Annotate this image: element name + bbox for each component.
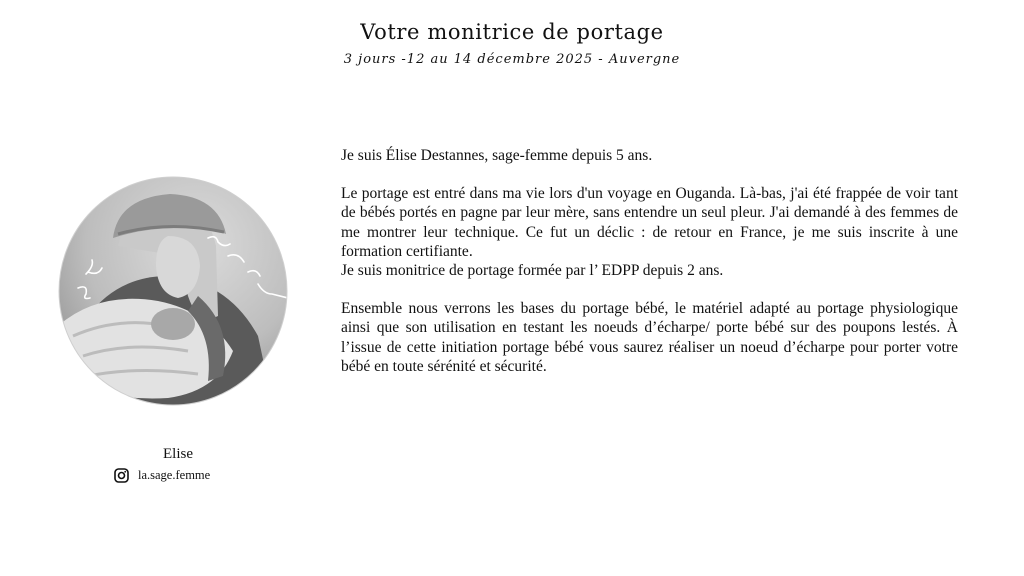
bio-intro: Je suis Élise Destannes, sage-femme depuis 5 ans. [341, 147, 653, 164]
bio-story: Le portage est entré dans ma vie lors d'un voyage en Ouganda. Là-bas, j'ai été frappée de voir tant de bébés portés en pagne par leur mère, sans entendre un seul pleur. J'ai demandé à des femmes de me montrer leur technique. Ce fut un déclic : de retour en France, je me suis inscrite à une formation certifiante. [341, 185, 958, 260]
bio-text [341, 146, 958, 376]
portrait-photo [58, 176, 288, 406]
page-title: Votre monitrice de portage [360, 20, 664, 44]
instagram-handle-text[interactable]: la.sage.femme [138, 468, 211, 482]
event-dates: 3 jours -12 au 14 décembre 2025 - Auvergne [343, 52, 681, 67]
instagram-handle[interactable] [114, 468, 210, 483]
monitor-name: Elise [163, 446, 193, 462]
bio-program: Ensemble nous verrons les bases du portage bébé, le matériel adapté au portage physiologique ainsi que son utilisation en testant les noeuds d’écharpe/ porte bébé sur des poupons lestés. À l’issue de cette initiation portage bébé vous saurez réaliser un noeud d’écharpe pour porter votre bébé en toute sérénité et sécurité. [341, 300, 958, 375]
instagram-icon [114, 468, 129, 483]
bio-training: Je suis monitrice de portage formée par l’ EDPP depuis 2 ans. [341, 262, 724, 280]
